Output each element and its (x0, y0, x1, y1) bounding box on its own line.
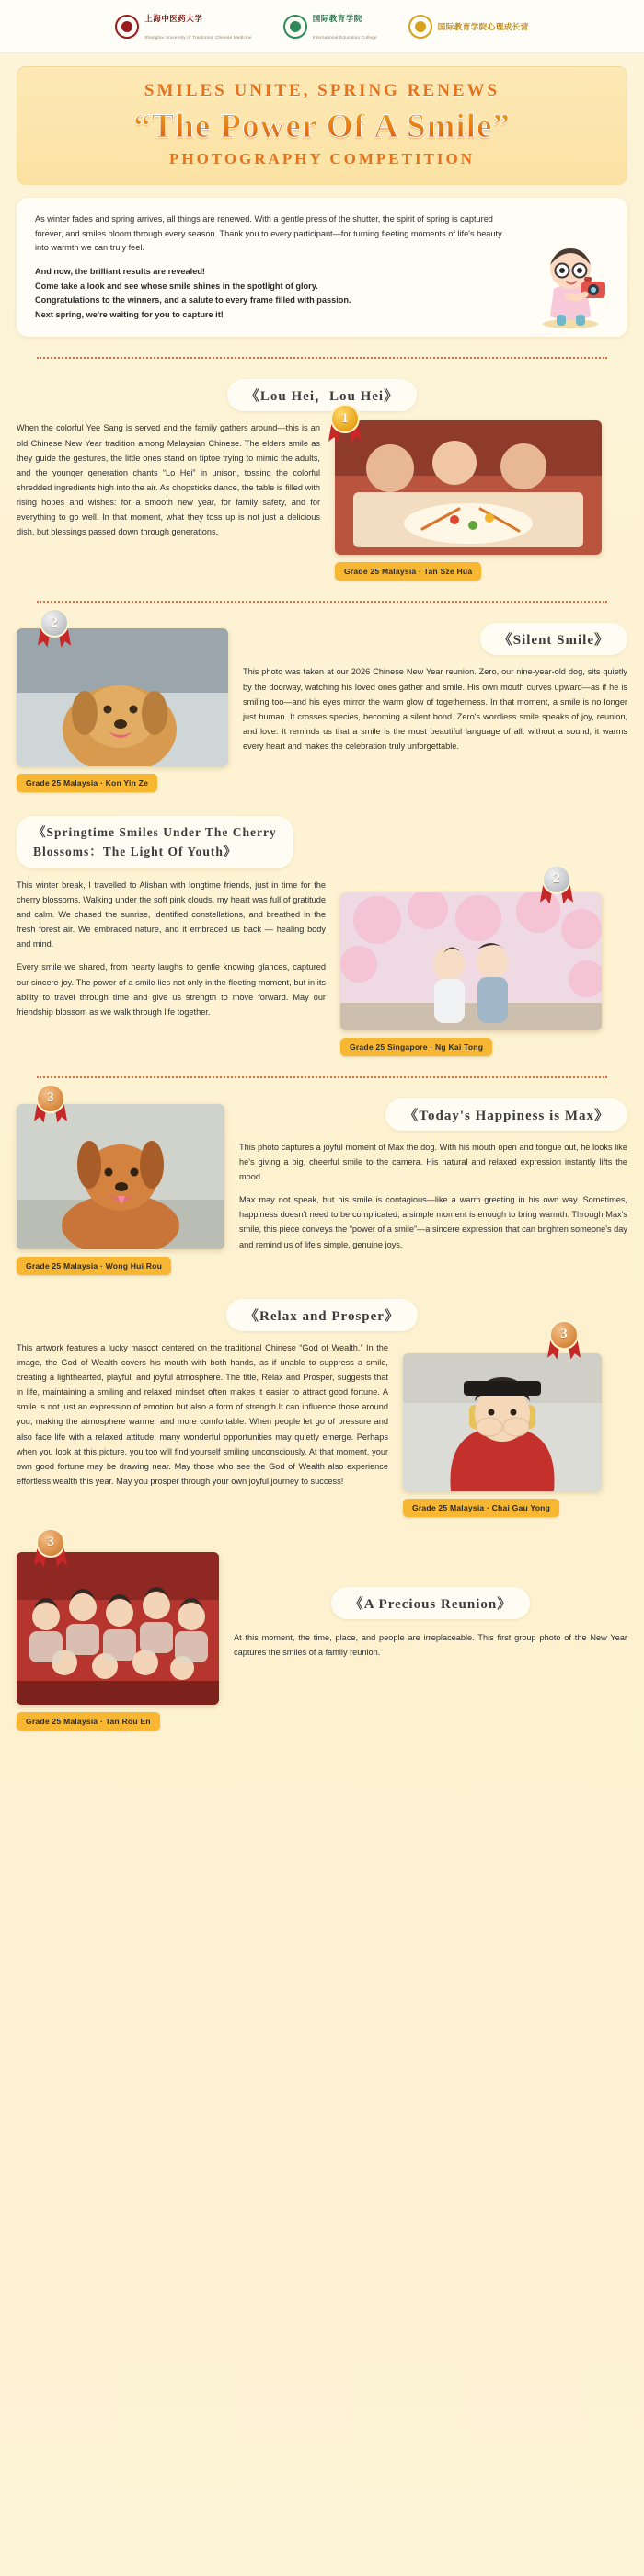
camp-seal-icon (408, 15, 432, 39)
title-subtitle: PHOTOGRAPHY COMPETITION (168, 150, 476, 167)
divider-2 (37, 601, 607, 603)
logo-international-college (283, 9, 377, 43)
entry-relax-and-prosper (17, 1299, 627, 1517)
entry-3-body (17, 878, 326, 1019)
intro-line-2: Come take a look and see whose smile shines in the spotlight of glory. (35, 281, 318, 291)
entry-todays-happiness (17, 1090, 627, 1275)
entry-5-title-row (17, 1299, 627, 1331)
entry-2-body: This photo was taken at our 2026 Chinese New Year reunion. Zero, our nine-year-old dog, sits quietly by the doorway, watching his loved ones gather and smile. His own mouth curves upward—as if he is smiling too—and his eyes mirror the warm glow of togetherness. In that moment, a smile is no longer just human. It crosses species, becoming a silent bond. Zero's wordless smile speaks of joy, reunion, and love. It reminds us that a smile is the most beautiful language of all: without a sound, it warms every heart and makes the celebration truly unforgettable. (243, 667, 627, 751)
entry-1-title-row (17, 379, 627, 411)
title-block (17, 66, 627, 185)
entry-3-title-line-1: 《Springtime Smiles Under The Cherry (33, 825, 277, 840)
rank-number: 1 (330, 404, 360, 433)
entry-5-caption: Grade 25 Malaysia · Chai Gau Yong (403, 1499, 559, 1517)
intro-section (17, 198, 627, 337)
entry-springtime-smiles (17, 816, 627, 1056)
logo-growth-camp (408, 15, 529, 39)
entry-2-caption: Grade 25 Malaysia · Kon Yin Ze (17, 774, 157, 792)
entry-3-photo (340, 892, 602, 1030)
intro-line-3: Congratulations to the winners, and a salute to every frame filled with passion. (35, 295, 351, 305)
logo-en-name: International Education College (312, 34, 377, 40)
rank-medal-5 (546, 1320, 581, 1364)
college-seal-icon (283, 15, 307, 39)
entry-6-caption: Grade 25 Malaysia · Tan Rou En (17, 1712, 160, 1731)
entry-4-title-row (239, 1098, 627, 1131)
entry-6-title-row (234, 1587, 627, 1619)
intro-line-1: And now, the brilliant results are revealed! (35, 266, 205, 276)
rank-number: 3 (36, 1084, 65, 1113)
entry-2-title-row (243, 623, 627, 655)
logo-cn-name: 上海中医药大学 (144, 14, 203, 24)
entry-2-title: 《Silent Smile》 (480, 623, 627, 655)
university-seal-icon (115, 15, 139, 39)
title-kicker: SMILES UNITE, SPRING RENEWS (144, 81, 500, 100)
entry-precious-reunion (17, 1535, 627, 1731)
entry-4-paragraph-2: Max may not speak, but his smile is contagious—like a warm greeting in his own way. Sometimes, happiness doesn't need to be complicated; a simple moment is enough to bring warmth. Through Max's smile, this piece conveys the “power of a smile”—a sincere expression that can brighten someone's day and remind us of life's simple, genuine joys. (239, 1195, 627, 1249)
rank-number: 3 (549, 1320, 579, 1350)
intro-paragraph-1: As winter fades and spring arrives, all things are renewed. With a gentle press of the shutter, the spirit of spring is captured forever, and smiles bloom through every season. Thank you to every participant—for turning fleeting moments of life's beauty into warmth we can truly feel. (35, 214, 502, 253)
entry-6-photo (17, 1552, 219, 1705)
entry-5-title: 《Relax and Prosper》 (226, 1299, 418, 1331)
rank-number: 2 (542, 865, 571, 894)
rank-number: 2 (40, 608, 69, 638)
divider-1 (37, 357, 607, 359)
rank-medal-4 (33, 1084, 68, 1128)
entry-1-title: 《Lou Hei，Lou Hei》 (227, 379, 417, 411)
divider-3 (37, 1076, 607, 1078)
logo-cn-name: 国际教育学院 (312, 14, 362, 24)
rank-number: 3 (36, 1528, 65, 1558)
entry-4-body (239, 1140, 627, 1252)
entry-1-body: When the colorful Yee Sang is served and the family gathers around—this is an old Chinese New Year tradition among Malaysian Chinese. The elders smile as they guide the gestures, the little ones stand on tiptoe trying to mimic the adults, and the younger generation chants “Lo Hei” in unison, tossing the colorful shredded ingredients high into the air. As chopsticks dance, the table is filled with rising hopes and wishes: for a smooth new year, for family safety, and for everything to go well. In that moment, what they toss up is not just a delicious dish, but blessings passed down through generations. (17, 423, 320, 537)
entry-6-title: 《A Precious Reunion》 (331, 1587, 530, 1619)
logo-en-name: Shanghai University of Traditional Chinese Medicine (144, 34, 252, 40)
entry-6-body: At this moment, the time, place, and people are irreplaceable. This first group photo of the New Year captures the smiles of a family reunion. (234, 1632, 627, 1658)
rank-medal-2 (37, 608, 72, 652)
entry-3-title-row (17, 816, 627, 868)
entry-1-caption: Grade 25 Malaysia · Tan Sze Hua (335, 562, 481, 581)
intro-line-4: Next spring, we're waiting for you to capture it! (35, 309, 224, 319)
entry-5-body: This artwork features a lucky mascot centered on the traditional Chinese “God of Wealth.” In the image, the God of Wealth covers his mouth with both hands, as if unable to suppress a smile, creating a lighthearted, playful, and joyful atmosphere. The title, Relax and Prosper, suggests that in life, maintaining a smiling and relaxed mindset often makes it easier to attract good fortune. A smile is not just an expression of emotion but also a form of strength.It can influence those around you, making the atmosphere warmer and more comfortable. When people let go of pressure and also face life with a relaxed attitude, many wonderful opportunities may quietly emerge. Perhaps when you look at this picture, you too will find yourself smiling unconsciously. At that moment, your own good fortune may be drawing near. May those who see the God of Wealth also experience effortless wealth this year. May you prosper through your own joyful journey to success! (17, 1342, 388, 1486)
rank-medal-3 (539, 865, 574, 909)
entry-silent-smile (17, 615, 627, 792)
entry-4-caption: Grade 25 Malaysia · Wong Hui Rou (17, 1257, 171, 1275)
entry-3-title (17, 816, 293, 868)
entry-4-title: 《Today's Happiness is Max》 (385, 1098, 627, 1131)
logo-cn-name: 国际教育学院心理成长营 (437, 22, 529, 32)
entry-3-title-line-2: Blossoms：The Light Of Youth》 (33, 844, 237, 858)
entry-1-photo (335, 420, 602, 555)
logo-bar (0, 0, 644, 53)
page-title: “The Power Of A Smile” (26, 107, 618, 146)
rank-medal-6 (33, 1528, 68, 1572)
entry-5-photo (403, 1353, 602, 1491)
photographer-kid-illustration (526, 234, 615, 329)
entry-lou-hei (17, 379, 627, 581)
entry-4-paragraph-1: This photo captures a joyful moment of Max the dog. With his mouth open and tongue out, he looks like he's giving a big, cheerful smile to the camera. His natural and relaxed expression instantly lifts the mood. (239, 1142, 627, 1182)
entry-3-caption: Grade 25 Singapore · Ng Kai Tong (340, 1038, 492, 1056)
entry-3-paragraph-1: This winter break, I travelled to Alishan with longtime friends, just in time for the cherry blossoms. Walking under the soft pink clouds, my heart was full of gratitude and calm. We chased the sunrise, identified constellations, and breathed in the fresh forest air. We embraced nature, and it embraced us back — healing body and mind. (17, 880, 326, 949)
entry-3-paragraph-2: Every smile we shared, from hearty laughs to gentle knowing glances, captured our sincere joy. The power of a smile lies not only in the fleeting moment, but in its ability to travel through time and give us strength to move forward. May our friendship blossom as we walk through life together. (17, 962, 326, 1017)
rank-medal-1 (328, 404, 362, 448)
logo-sutcm (115, 9, 251, 43)
